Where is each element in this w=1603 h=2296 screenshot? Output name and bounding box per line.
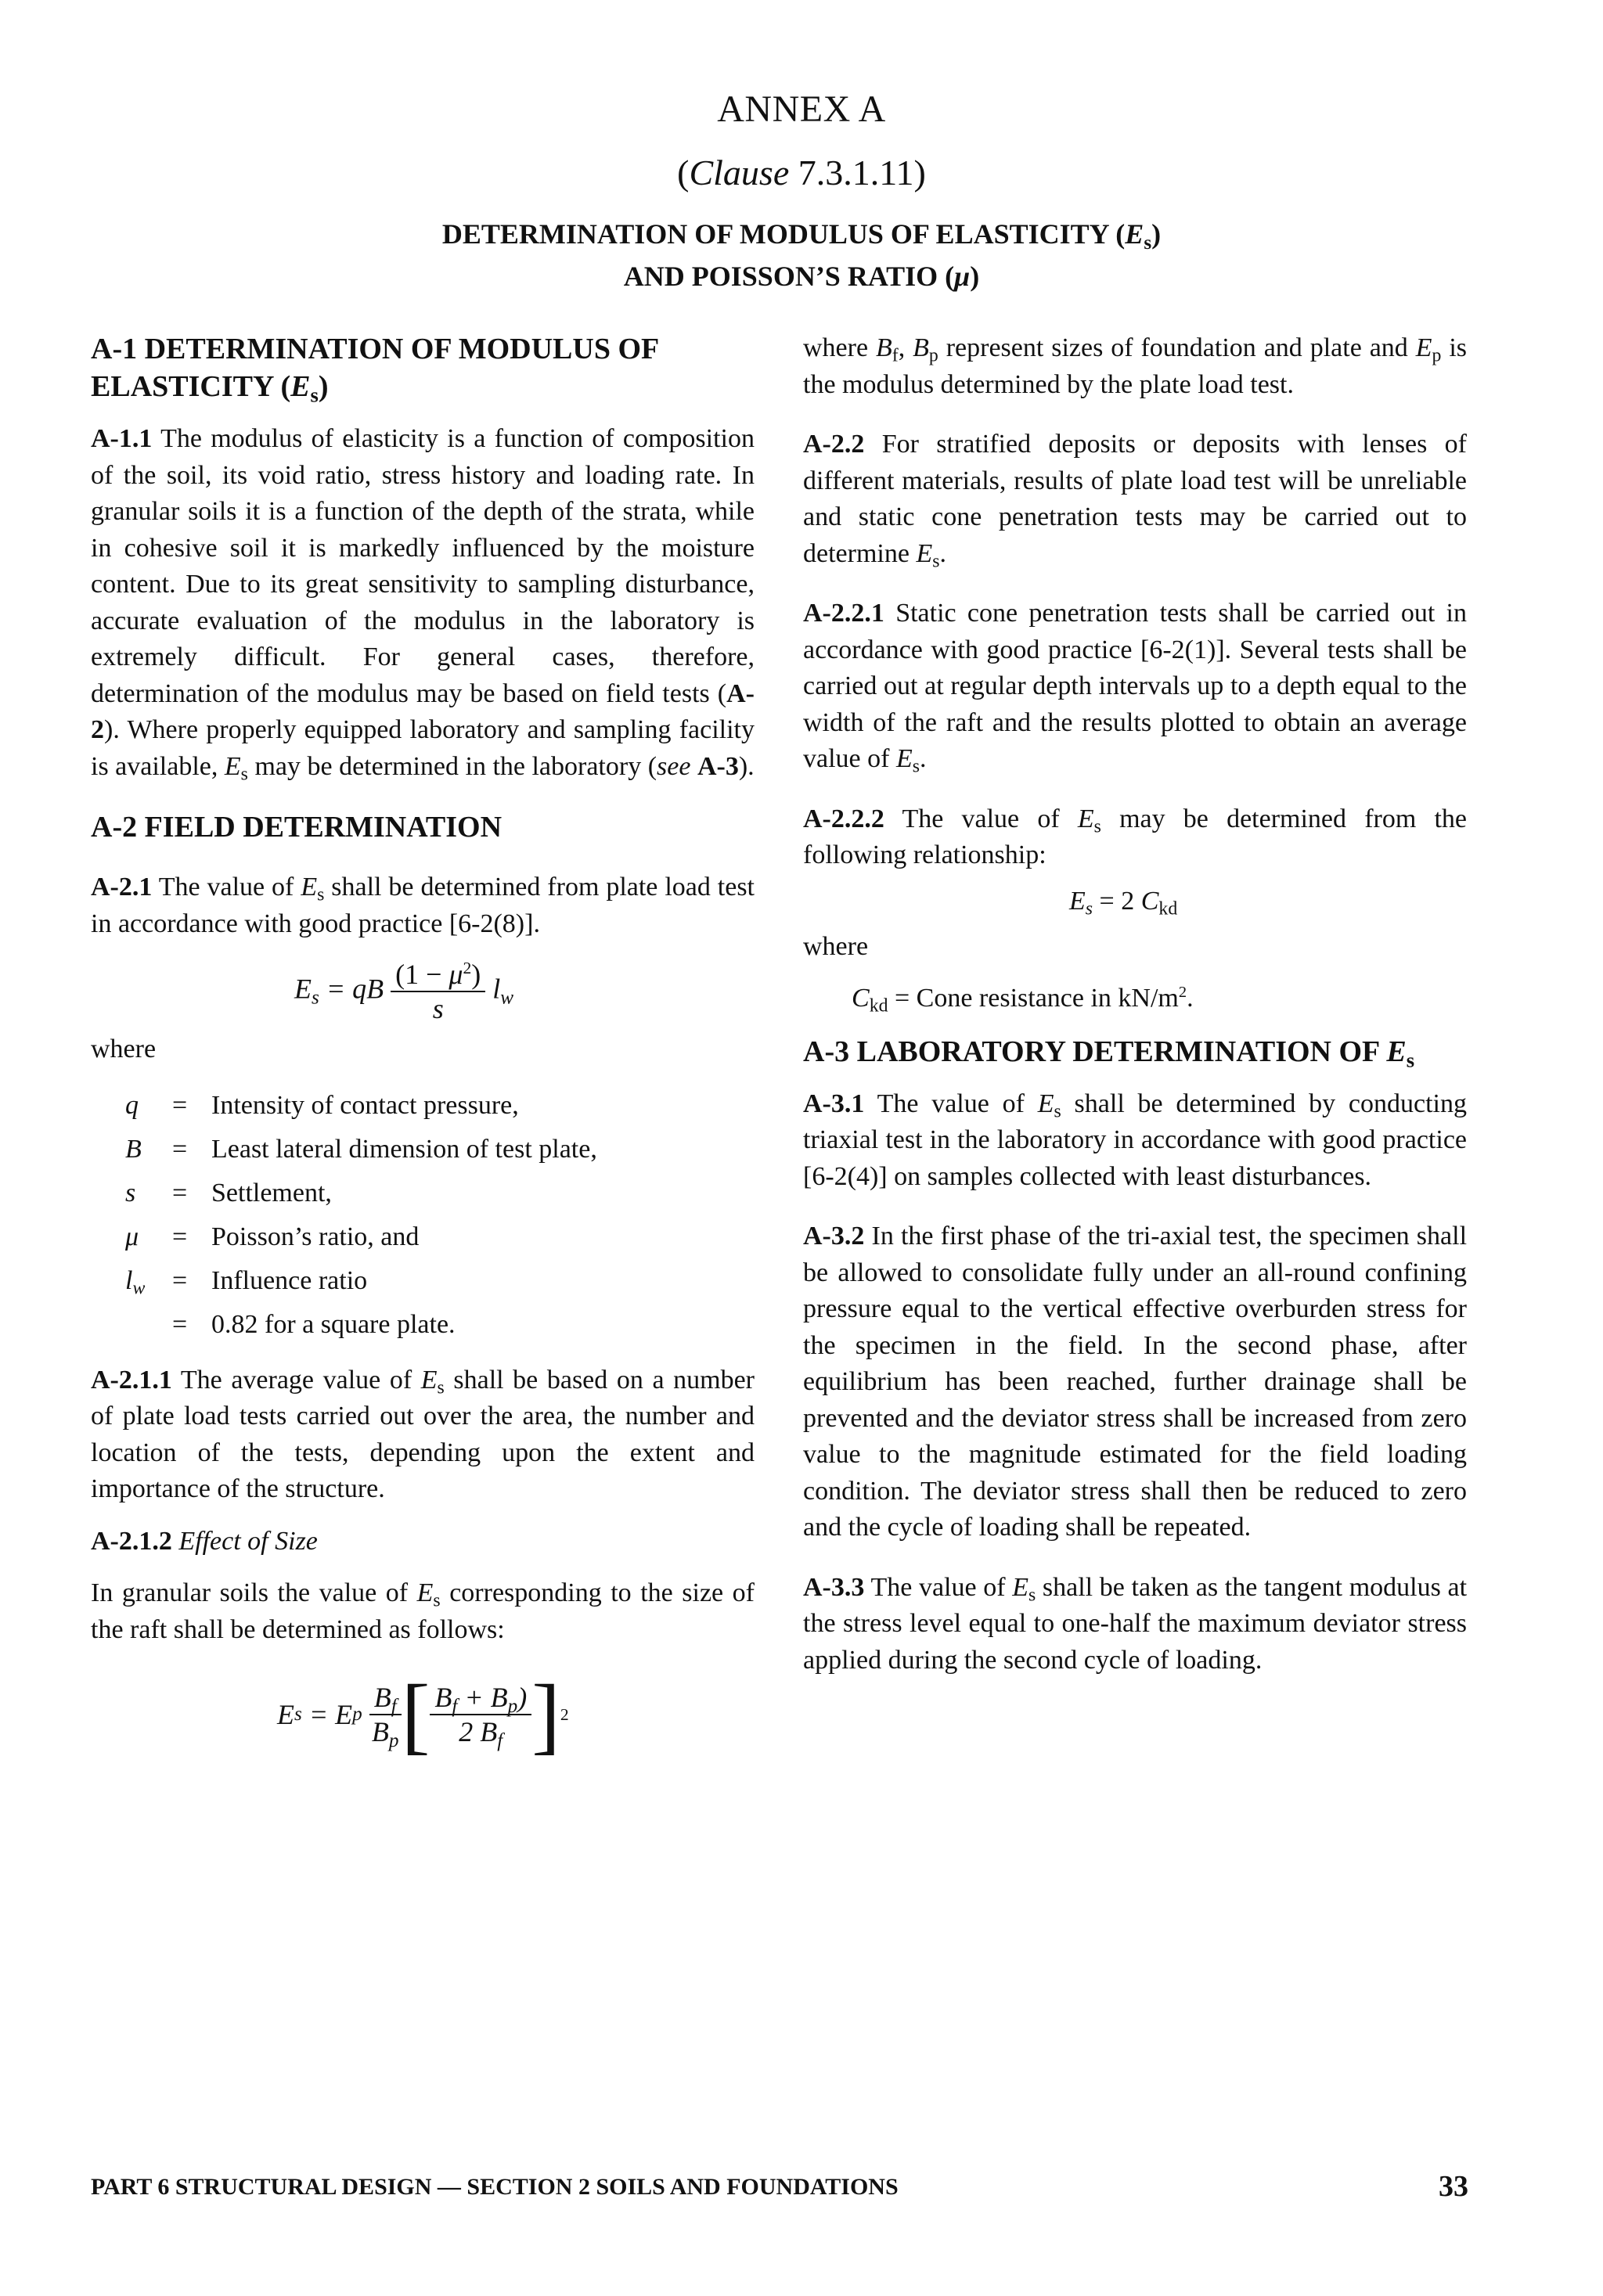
where-label-right: where [803, 931, 869, 961]
equation-plate-load: $E_s$ = qB $\frac{(1 - \mu^2)}{s}$ $l_w$ [294, 959, 514, 1024]
paragraph-a2-2-2: A-2.2.2 The value of $E_s$ may be determined from the following relationship: [803, 804, 1468, 869]
annex-title: ANNEX A [717, 88, 886, 130]
equation-effect-of-size: E s = E p $\frac{B_f}{B_p}$ [ $\frac{B_f + B_p)}{2 B_f}$ ] 2 [277, 1667, 569, 1762]
paragraph-a3-3: A-3.3 The value of $E_s$ shall be taken as the tangent modulus at the stress level equal to one-half the maximum deviator stress applied during the second cycle of loading. [803, 1572, 1468, 1675]
equation-cone: $E_s = 2$ $C_{kd}$ [1069, 886, 1178, 919]
definition-row: μ = Poisson’s ratio, and [125, 1222, 420, 1251]
paragraph-a2-1: A-2.1 The value of $E_s$ shall be determined from plate load test in accordance with good practice [6-2(8)]. [91, 873, 755, 938]
paragraph-a2-1-2: A-2.1.2 Effect of Size [91, 1526, 318, 1556]
section-heading-a2: A-2 FIELD DETERMINATION [91, 811, 503, 844]
page-footer [91, 2170, 1468, 2203]
definition-ckd: $C_{kd}$ = Cone resistance in $kN/m^2$. [852, 983, 1194, 1017]
footer-text: PART 6 STRUCTURAL DESIGN — SECTION 2 SOILS AND FOUNDATIONS [91, 2174, 899, 2200]
paragraph-a2-2: A-2.2 For stratified deposits or deposits with lenses of different materials, results of plate load test will be unreliable and static cone penetration tests may be carried out to determine $E_s$. [803, 430, 1467, 572]
paragraph-effect-of-size: In granular soils the value of $E_s$ corresponding to the size of the raft shall be determined as follows: [91, 1578, 755, 1644]
definition-row: = 0.82 for a square plate. [172, 1309, 456, 1339]
paragraph-a3-1: A-3.1 The value of $E_s$ shall be determined by conducting triaxial test in the laboratory in accordance with good practice [6-2(4)] on samples collected with least disturbances. [803, 1089, 1467, 1191]
right-column [803, 330, 1467, 1679]
paragraph-where-bf-bp: where $B_f$, $B_p$ represent sizes of foundation and plate and $E_p$ is the modulus determined by the plate load test. [803, 333, 1468, 399]
annex-heading-line1: DETERMINATION OF MODULUS OF ELASTICITY $(E_s)$ [441, 218, 1162, 254]
clause-reference: (Clause 7.3.1.11) [677, 153, 926, 193]
definition-row: $l_w$ = Influence ratio [125, 1265, 368, 1299]
section-heading-a3: A-3 LABORATORY DETERMINATION OF $E_s$ [803, 1035, 1415, 1071]
paragraph-a1-1: A-1.1 The modulus of elasticity is a function of composition of the soil, its void ratio, stress history and loading rate. In granular soils it is a function of the depth of the strata, while in cohesive soil it is markedly influenced by the moisture content. Due to its great sensitivity to sampling disturbance, accurate evaluation of the modulus in the laboratory is extremely difficult. For general cases, therefore, determination of the modulus may be based on field tests (A-2). Where properly equipped laboratory and sampling facility is available, $E_s$ may be determined in the laboratory (see A-3). [91, 424, 755, 785]
page-number: 33 [1439, 2170, 1468, 2203]
section-heading-a1: A-1 DETERMINATION OF MODULUS OF ELASTICITY $(E_s)$ [91, 333, 658, 407]
paragraph-a2-1-1: A-2.1.1 The average value of $E_s$ shall be based on a number of plate load tests carried out over the area, the number and location of the tests, depending upon the extent and importance of the structure. [91, 1365, 755, 1503]
definition-row: s = Settlement, [125, 1178, 332, 1207]
where-label-left: where [91, 1035, 157, 1063]
definition-row: q = Intensity of contact pressure, [125, 1090, 519, 1120]
variable-definitions [125, 1084, 755, 1347]
left-column [91, 330, 755, 1773]
definition-row: B = Least lateral dimension of test plate, [125, 1134, 597, 1164]
annex-heading-line2: AND POISSON’S RATIO (μ) [623, 261, 980, 292]
paragraph-a2-2-1: A-2.2.1 Static cone penetration tests shall be carried out in accordance with good practice [6-2(1)]. Several tests shall be carried out at regular depth intervals up to a depth equal to the width of the raft and the results plotted to obtain an average value of $E_s$. [803, 599, 1468, 777]
paragraph-a3-2: A-3.2 In the first phase of the tri-axial test, the specimen shall be allowed to consolidate fully under an all-round confining pressure equal to the vertical effective overburden stress for the specimen in the field. In the second phase, after equilibrium has been reached, further drainage shall be prevented and the deviator stress shall be increased from zero value to the magnitude estimated for the field loading condition. The deviator stress shall then be reduced to zero and the cycle of loading shall be repeated. [803, 1222, 1468, 1542]
